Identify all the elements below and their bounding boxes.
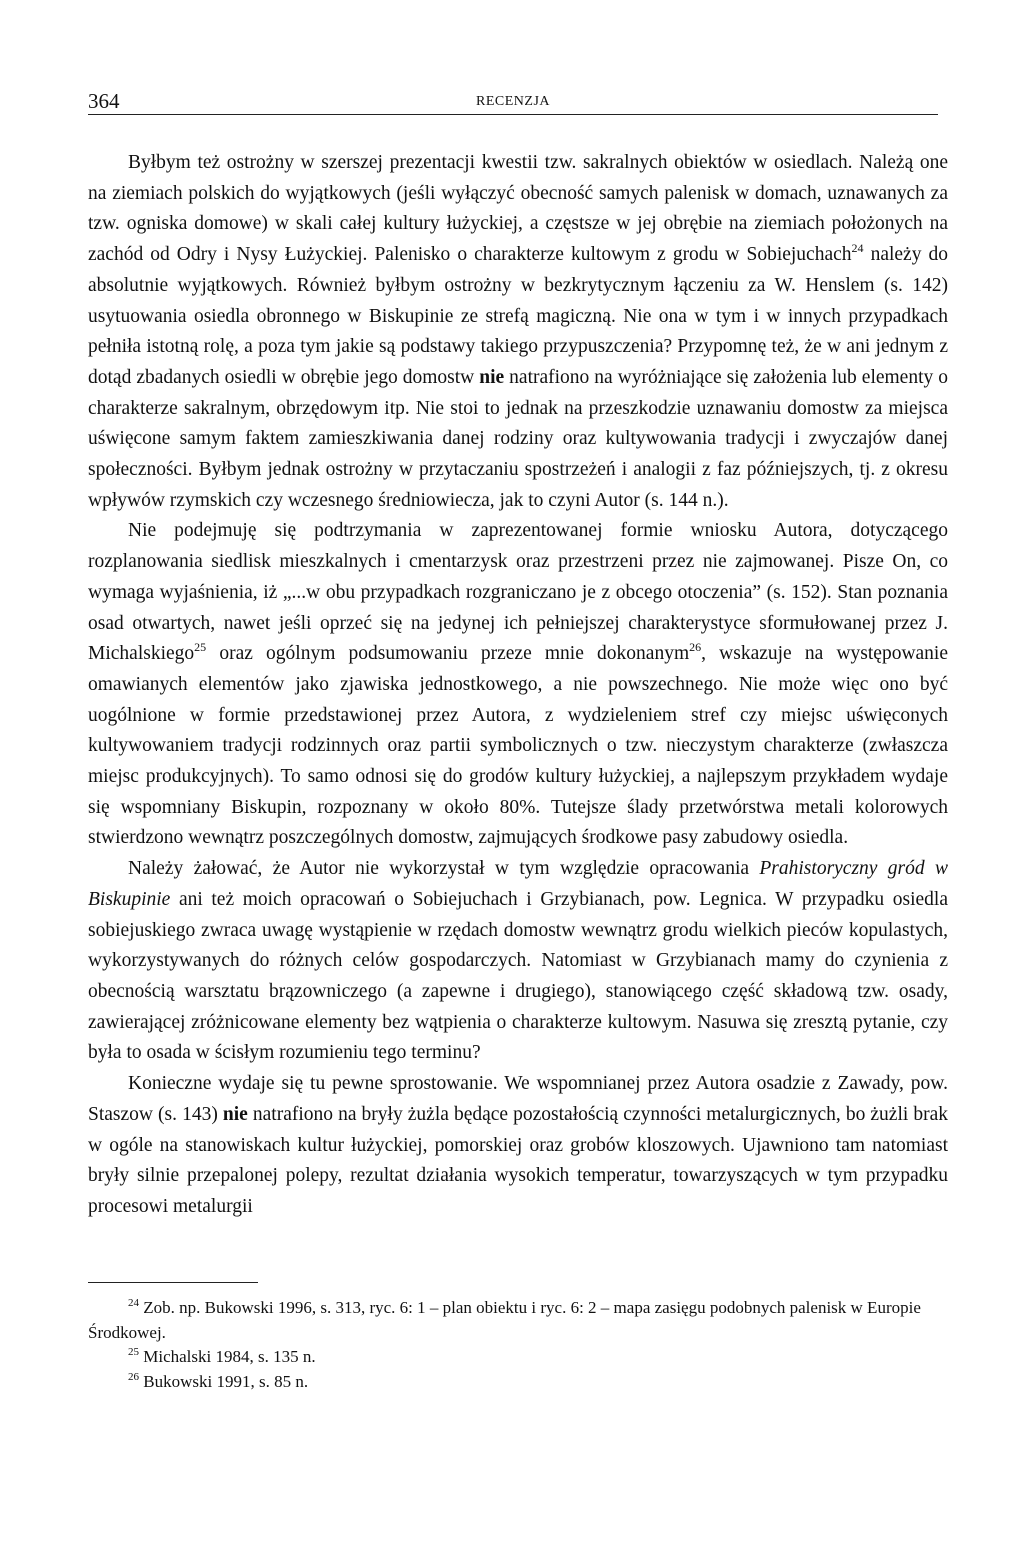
footnote-26: $^{26}$ Bukowski 1991, s. 85 n.	[128, 1370, 309, 1391]
paragraph-1: Byłbym też ostrożny w szerszej prezentacji kwestii tzw. sakralnych obiektów w osiedlach. Należą one na ziemiach polskich do wyjątkowych (jeśli wyłączyć obecność samych palenisk w domach, uznawanych za tzw. ogniska domowe) w skali całej kultury łużyckiej, a częstsze w jej obrębie na ziemiach położonych na zachód od Odry i Nysy Łużyckiej. Palenisko o charakterze kultowym z grodu w Sobiejuchach$^{24}$ należy do absolutnie wyjątkowych. Również byłbym ostrożny w bezkrytycznym łączeniu za W. Henslem (s. 142) usytuowania osiedla obronnego w Biskupinie ze strefą magiczną. Nie ona w tym i w innych przypadkach pełniła istotną rolę, a poza tym jakie są podstawy takiego przypuszczenia? Przypomnę też, że w ani jednym z dotąd zbadanych osiedli w obrębie jego domostw nie natrafiono na wyróżniające się założenia lub elementy o charakterze sakralnym, obrzędowym itp. Nie stoi to jednak na przeszkodzie uznawaniu domostw za miejsca uświęcone samym faktem zamieszkiwania danej rodziny oraz kultywowania tradycji i zwyczajów danej społeczności. Byłbym jednak ostrożny w przytaczaniu spostrzeżeń i analogii z faz późniejszych, tj. z okresu wpływów rzymskich czy wczesnego średniowiecza, jak to czyni Autor (s. 144 n.).	[88, 152, 948, 511]
paragraph-3: Należy żałować, że Autor nie wykorzystał w tym względzie opracowania Prahistoryczny gród w Biskupinie ani też moich opracowań o Sobiejuchach i Grzybianach, pow. Legnica. W przypadku osiedla sobiejuskiego zwraca uwagę wystąpienie w rzędach domostw wewnątrz grodu wielkich pieców kopulastych, wykorzystywanych do różnych celów gospodarczych. Natomiast w Grzybianach mamy do czynienia z obecnością warsztatu brązowniczego (a zapewne i drugiego), stanowiącego część składową tzw. osady, zawierającej zróżnicowane elementy bez wątpienia o charakterze kultowym. Nasuwa się zresztą pytanie, czy była to osada w ścisłym rozumieniu tego terminu?	[88, 858, 948, 1064]
page-number: 364	[88, 89, 120, 113]
body-text	[88, 148, 948, 1223]
footnote-25: $^{25}$ Michalski 1984, s. 135 n.	[128, 1346, 316, 1366]
paragraph-4: Konieczne wydaje się tu pewne sprostowanie. We wspomnianej przez Autora osadzie z Zawady, pow. Staszow (s. 143) nie natrafiono na bryły żużla będące pozostałością czynności metalurgicznych, bo żużli brak w ogóle na stanowiskach kultur łużyckiej, pomorskiej oraz grobów kloszowych. Ujawniono tam natomiast bryły silnie przepalonej polepy, rezultat działania wysokich temperatur, towarzyszących w tym przypadku procesowi metalurgii	[88, 1073, 948, 1217]
emphasis-nie: nie	[479, 366, 505, 388]
footnote-ref-25: 25	[194, 640, 207, 655]
emphasis-nie: nie	[222, 1103, 248, 1125]
book-title: Prahistoryczny gród w Biskupinie	[88, 858, 948, 910]
footnote-ref-24: 24	[851, 241, 864, 256]
paragraph-2: Nie podejmuję się podtrzymania w zaprezentowanej formie wniosku Autora, dotyczącego rozplanowania siedlisk mieszkalnych i cmentarzysk oraz przestrzeni przez nie zajmowanej. Pisze On, co wymaga wyjaśnienia, iż „...w obu przypadkach rozgraniczano je z obcego otoczenia” (s. 152). Stan poznania osad otwartych, nawet jeśli oprzeć się na jedynej ich pełniejszej charakterystyce sformułowanej przez J. Michalskiego$^{25}$ oraz ogólnym podsumowaniu przeze mnie dokonanym$^{26}$, wskazuje na występowanie omawianych elementów jako zjawiska jednostkowego, a nie powszechnego. Nie może więc ono być uogólnione w formie przedstawionej przez Autora, z wydzieleniem stref czy miejsc uświęconych kultywowaniem tradycji rodzinnych oraz partii symbolicznych o tzw. nieczystym charakterze (zwłaszcza miejsc produkcyjnych). To samo odnosi się do grodów kultury łużyckiej, a najlepszym przykładem wydaje się wspomniany Biskupin, rozpoznany w około 80%. Tutejsze ślady przetwórstwa metali kolorowych stwierdzono wewnątrz poszczególnych domostw, zajmujących środkowe pasy zabudowy osiedla.	[88, 520, 949, 849]
footnote-rule	[88, 1282, 258, 1283]
footnote-24: $^{24}$ Zob. np. Bukowski 1996, s. 313, ryc. 6: 1 – plan obiektu i ryc. 6: 2 – mapa zasięgu podobnych palenisk w Europie Środkowej.	[88, 1297, 921, 1342]
footnotes	[88, 1296, 948, 1394]
footnote-ref-26: 26	[689, 640, 702, 655]
page-header	[88, 84, 938, 115]
running-head: RECENZJA	[476, 94, 550, 109]
